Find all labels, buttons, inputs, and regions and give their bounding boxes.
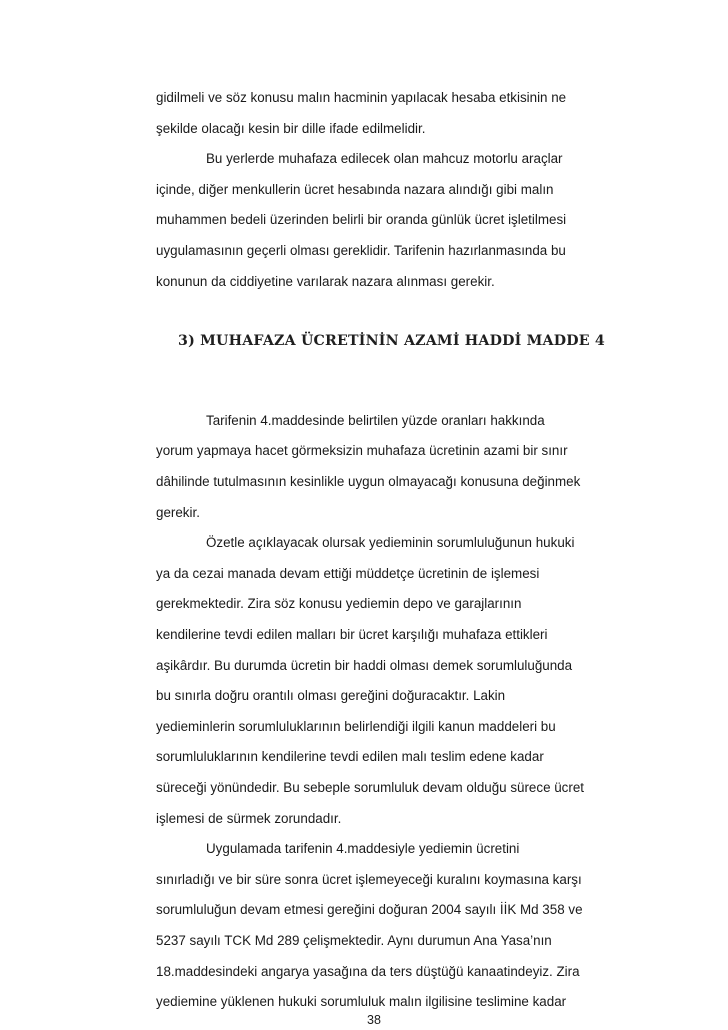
body-text-line: yedieminlerin sorumluluklarının belirlendiği ilgili kanun maddeleri bu [156,718,556,734]
page-number: 38 [367,1013,381,1027]
body-text-line: yediemine yüklenen hukuki sorumluluk malın ilgilisine teslimine kadar [156,994,567,1010]
body-text-line: aşikârdır. Bu durumda ücretin bir haddi olması demek sorumluluğunda [156,657,573,673]
body-text-line: ya da cezai manada devam ettiği müddetçe ücretinin de işlemesi [156,565,540,581]
body-text-line: sınırladığı ve bir süre sonra ücret işlemeyeceği kuralını koymasına karşı [156,871,582,887]
body-text-line: gidilmeli ve söz konusu malın hacminin yapılacak hesaba etkisinin ne [156,90,567,105]
body-text-line: gerekir. [156,504,200,520]
body-text-line: 5237 sayılı TCK Md 289 çelişmektedir. Aynı durumun Ana Yasa’nın [156,933,552,948]
body-text-line: konunun da ciddiyetine varılarak nazara alınması gerekir. [156,273,495,289]
section-heading: 3) MUHAFAZA ÜCRETİNİN AZAMİ HADDİ MADDE 4 [178,332,605,349]
body-text-line: şekilde olacağı kesin bir dille ifade edilmelidir. [156,120,426,136]
body-text-line: 18.maddesindeki angarya yasağına da ters düştüğü kanaatindeyiz. Zira [156,963,580,979]
body-text-line: dâhilinde tutulmasının kesinlikle uygun olmayacağı konusuna değinmek [156,474,581,489]
body-text-line: sorumluluğun devam etmesi gereğini doğuran 2004 sayılı İİK Md 358 ve [156,902,583,918]
body-text-line: içinde, diğer menkullerin ücret hesabında nazara alındığı gibi malın [156,181,554,197]
body-text-line: kendilerine tevdi edilen malları bir ücret karşılığı muhafaza ettikleri [156,627,548,642]
paragraph-first-line: Uygulamada tarifenin 4.maddesiyle yediemin ücretini [206,841,520,857]
body-text-line: muhammen bedeli üzerinden belirli bir oranda günlük ücret işletilmesi [156,212,567,228]
paragraph-first-line: Özetle açıklayacak olursak yedieminin sorumluluğunun hukuki [206,535,575,551]
body-text-line: işlemesi de sürmek zorundadır. [156,810,342,826]
body-text-line: uygulamasının geçerli olması gereklidir. Tarifenin hazırlanmasında bu [156,243,566,258]
body-text-line: yorum yapmaya hacet görmeksizin muhafaza ücretinin azami bir sınır [156,443,568,459]
body-text-line: sorumluluklarının kendilerine tevdi edilen malı teslim edene kadar [156,749,544,765]
body-text-line: gerekmektedir. Zira söz konusu yediemin depo ve garajlarının [156,596,522,612]
paragraph-first-line: Bu yerlerde muhafaza edilecek olan mahcuz motorlu araçlar [206,151,563,167]
body-text-line: bu sınırla doğru orantılı olması gereğini doğuracaktır. Lakin [156,688,506,704]
paragraph-first-line: Tarifenin 4.maddesinde belirtilen yüzde oranları hakkında [206,412,545,428]
body-text-line: süreceği yönündedir. Bu sebeple sorumluluk devam olduğu sürece ücret [156,780,585,795]
